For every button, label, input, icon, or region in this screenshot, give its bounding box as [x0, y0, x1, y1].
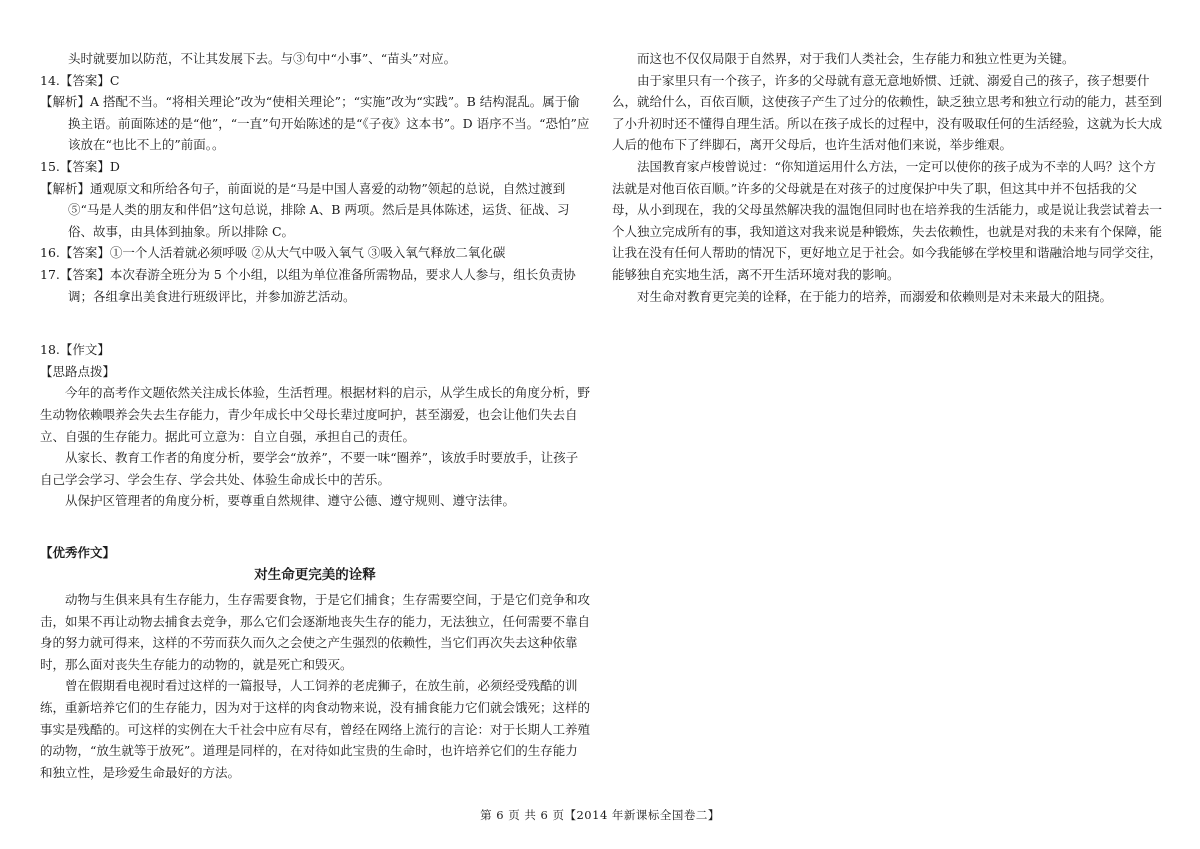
tips-heading: 【思路点拨】 [40, 363, 116, 379]
essay-title: 对生命更完美的诠释 [254, 567, 376, 584]
continuation-text: 头时就要加以防范，不让其发展下去。与③句中“小事”、“苗头”对应。 [68, 51, 457, 66]
essay-heading: 【优秀作文】 [40, 544, 116, 560]
essay-paragraph-5: 法国教育家卢梭曾说过：“你知道运用什么方法，一定可以使你的孩子成为不幸的人吗？这个方法就是对他百依百顺。”许多的父母就是在对孩子的过度保护中失了职，但这其中并不包括我的父母，从小到现在，我的父母虽然解决我的温饱但同时也在培养我的生活能力，或是说让我尝试着去一个人独立完成所有的事，我知道这对我来说是种锻炼，失去依赖性，也就是对我的未来有个保障，能让我在没有任何人帮助的情况下，更好地立足于社会。如今我能够在学校里和谐融洽地与同学交往，能够独自充实地生活，离不开生活环境对我的影响。 [612, 158, 1163, 282]
q18-heading: 18.【作文】 [40, 342, 110, 358]
essay-paragraph-6: 对生命对教育更完美的诠释，在于能力的培养，而溺爱和依赖则是对未来最大的阻挠。 [637, 288, 1113, 304]
tips-paragraph-3: 从保护区管理者的角度分析，要尊重自然规律、遵守公德、遵守规则、遵守法律。 [65, 493, 516, 509]
q14-answer: 14.【答案】C [40, 72, 120, 88]
q16-answer: 16.【答案】①一个人活着就必须呼吸 ②从大气中吸入氧气 ③吸入氧气释放二氧化碳 [40, 245, 506, 261]
right-column [612, 48, 1162, 307]
q15-answer: 15.【答案】D [40, 158, 120, 174]
left-column [40, 48, 590, 783]
tips-paragraph-1: 今年的高考作文题依然关注成长体验，生活哲理。根据材料的启示，从学生成长的角度分析，野生动物依赖喂养会失去生存能力，青少年成长中父母长辈过度呵护，甚至溺爱，也会让他们失去自立、自强的生存能力。据此可立意为：自立自强，承担自己的责任。 [40, 385, 591, 444]
spacer [40, 512, 590, 542]
essay-paragraph-1: 动物与生俱来具有生存能力，生存需要食物，于是它们捕食；生存需要空间，于是它们竞争和攻击，如果不再让动物去捕食去竞争，那么它们会逐渐地丧失生存的能力，无法独立，任何需要不靠自身的努力就可得来，这样的不劳而获久而久之会使之产生强烈的依赖性，当它们再次失去这种依靠时，那么面对丧失生存能力的动物的，就是死亡和毁灭。 [40, 592, 591, 672]
spacer [40, 307, 590, 339]
q15-explanation: 【解析】通观原文和所给各句子，前面说的是“马是中国人喜爱的动物”领起的总说，自然过渡到⑤“马是人类的朋友和伴侣”这句总说，排除 A、B 两项。然后是具体陈述，运货、征战、习俗、故事，由具体到抽象。所以排除 C。 [40, 180, 570, 239]
q14-explanation: 【解析】A 搭配不当。“将相关理论”改为“使相关理论”；“实施”改为“实践”。B 结构混乱。属于偷换主语。前面陈述的是“他”，“一直”句开始陈述的是“《子夜》这本书”。D 语序不当。“恐怕”应该放在“也比不上的”前面。。 [40, 94, 590, 153]
q17-answer: 17.【答案】本次春游全班分为 5 个小组，以组为单位准备所需物品，要求人人参与，组长负责协调；各组拿出美食进行班级评比，并参加游艺活动。 [40, 266, 576, 304]
essay-paragraph-3: 而这也不仅仅局限于自然界，对于我们人类社会，生存能力和独立性更为关键。 [637, 51, 1075, 66]
page-footer: 第 6 页 共 6 页【2014 年新课标全国卷二】 [480, 808, 720, 822]
essay-paragraph-2: 曾在假期看电视时看过这样的一篇报导，人工饲养的老虎狮子，在放生前，必须经受残酷的训练，重新培养它们的生存能力，因为对于这样的肉食动物来说，没有捕食能力它们就会饿死；这样的事实是残酷的。可这样的实例在大千社会中应有尽有，曾经在网络上流行的言论：对于长期人工养殖的动物，“放生就等于放死”。道理是同样的，在对待如此宝贵的生命时，也许培养它们的生存能力和独立性，是珍爱生命最好的方法。 [40, 678, 591, 780]
tips-paragraph-2: 从家长、教育工作者的角度分析，要学会“放养”，不要一味“圈养”，该放手时要放手，让孩子自己学会学习、学会生存、学会共处、体验生命成长中的苦乐。 [40, 450, 579, 487]
essay-paragraph-4: 由于家里只有一个孩子，许多的父母就有意无意地娇惯、迁就、溺爱自己的孩子，孩子想要什么，就给什么，百依百顺，这使孩子产生了过分的依赖性，缺乏独立思考和独立行动的能力，甚至到了小升初时还不懂得自理生活。所以在孩子成长的过程中，没有吸取任何的生活经验，这就为长大成人后的他布下了绊脚石，离开父母后，也许生活对他们来说，举步维艰。 [612, 72, 1163, 153]
